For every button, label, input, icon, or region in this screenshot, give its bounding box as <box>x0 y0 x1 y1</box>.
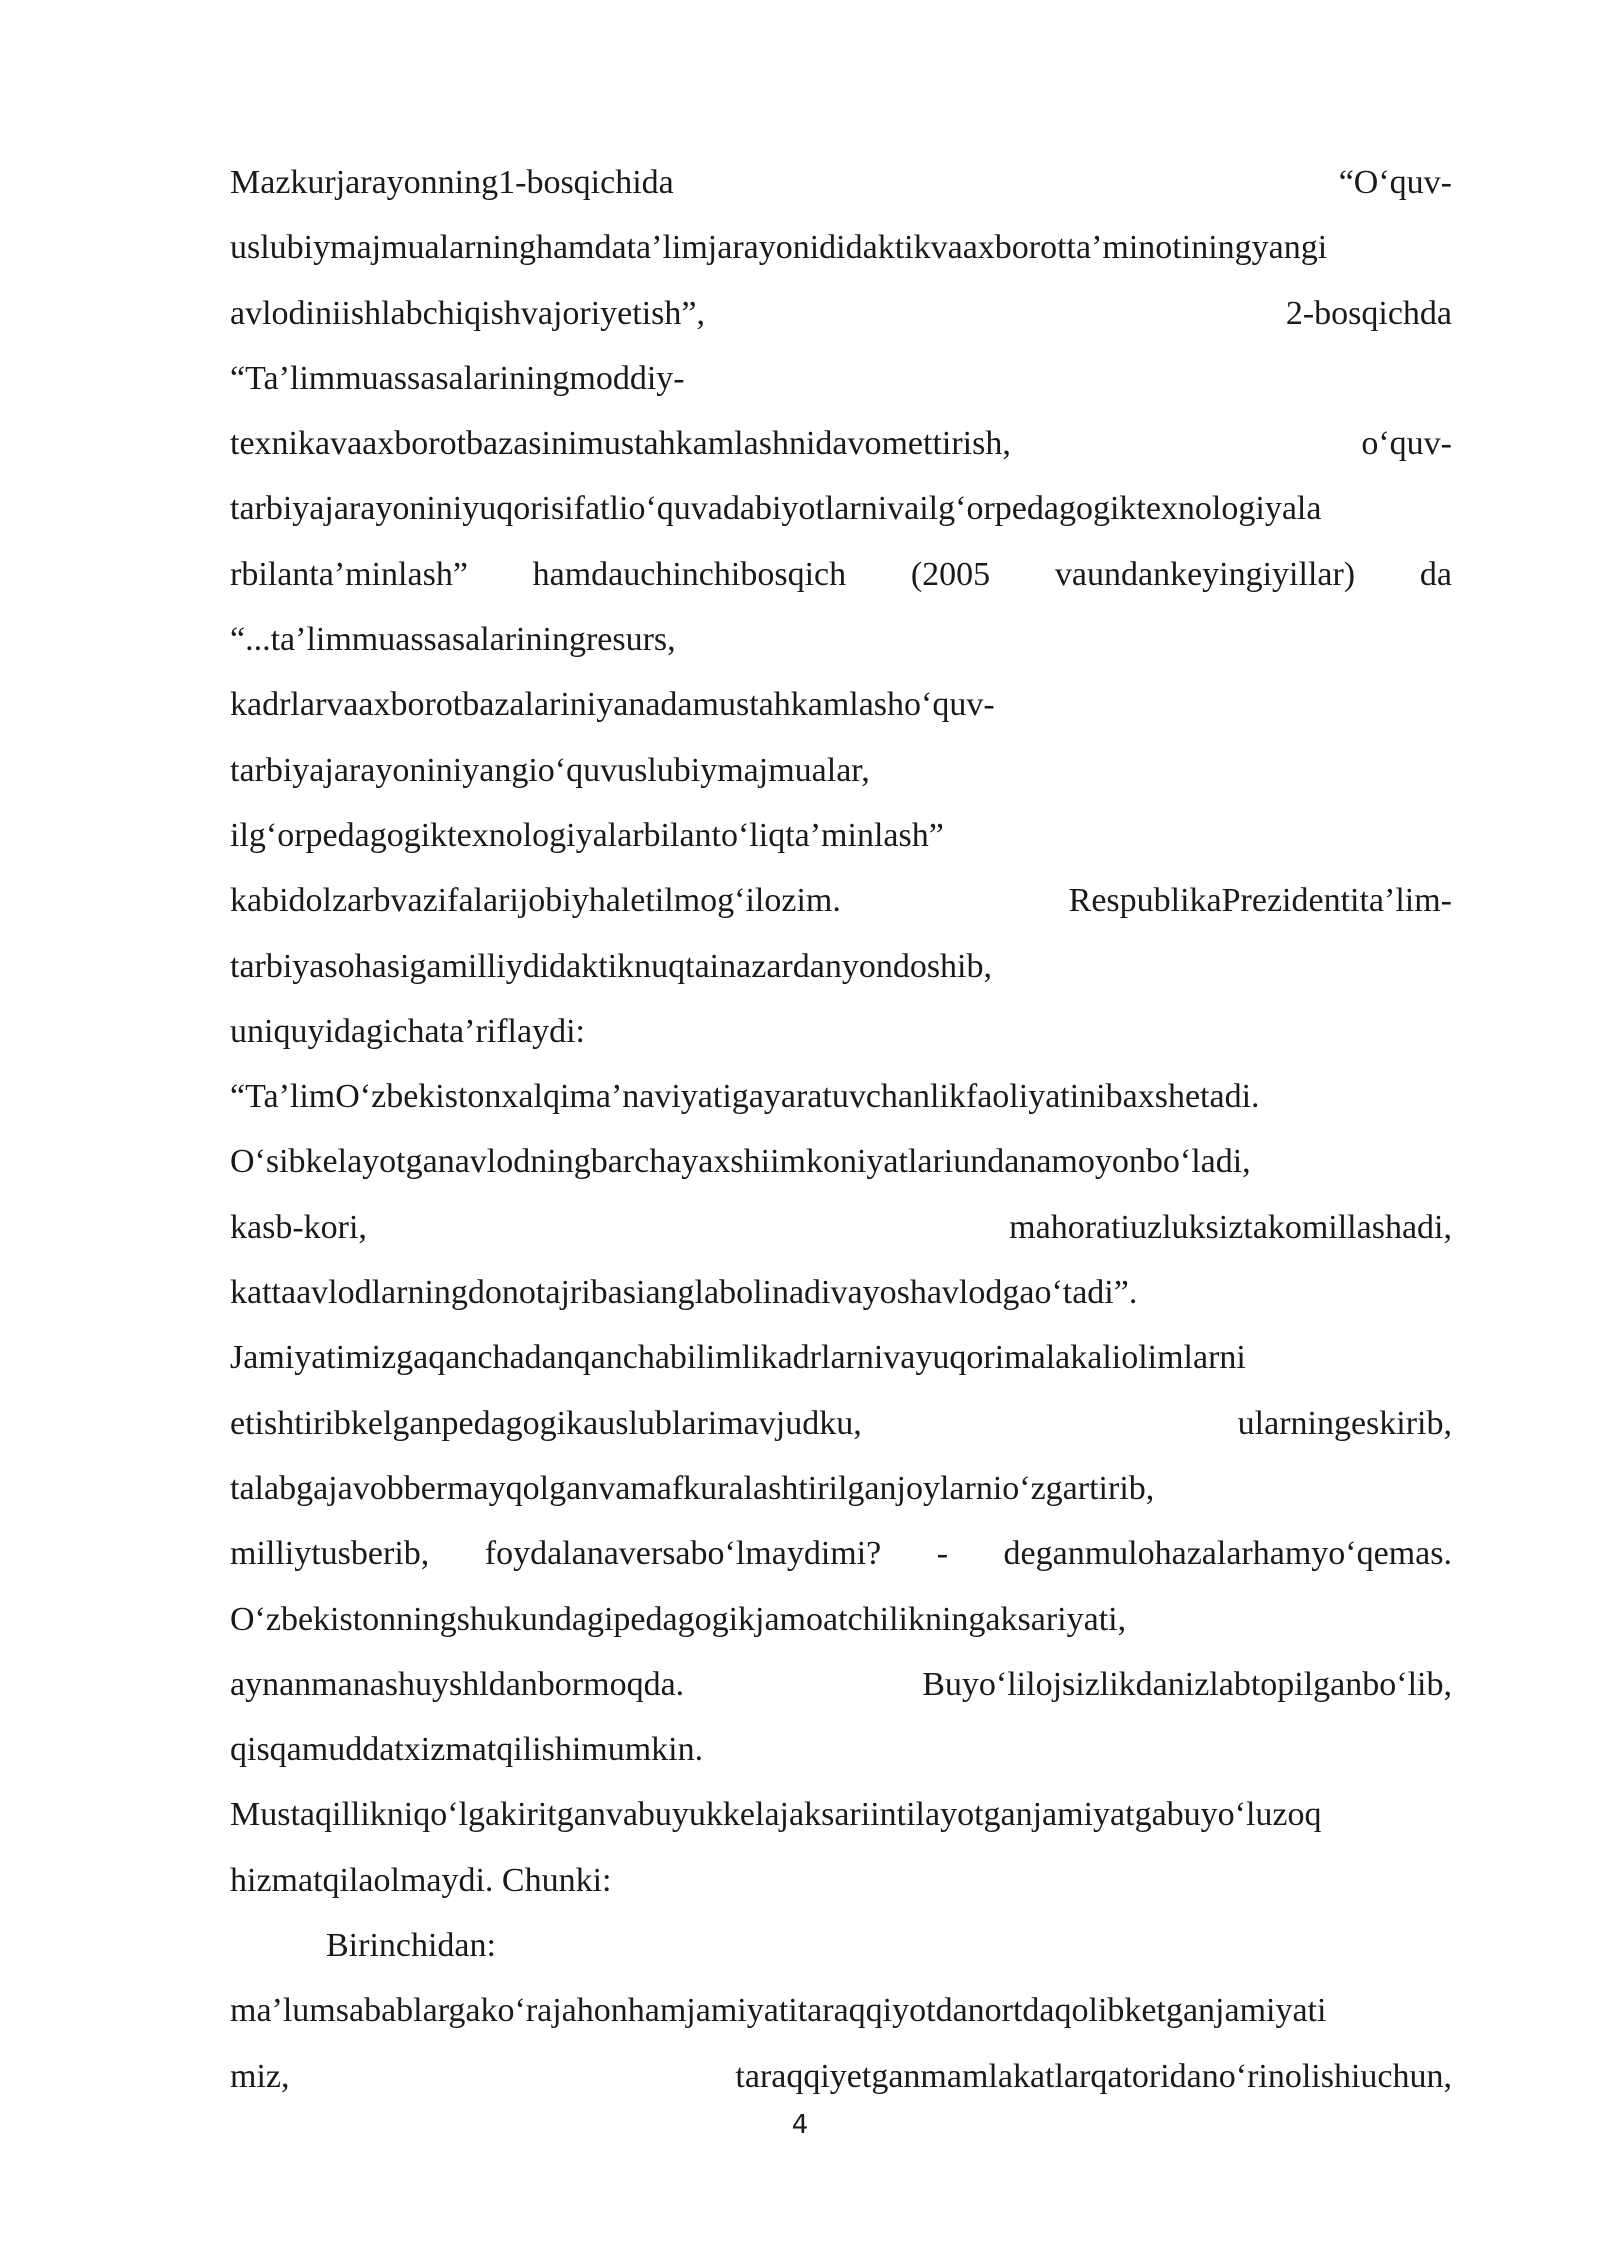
text-line <box>230 999 1452 1064</box>
text-segment: tarbiyasohasigamilliydidaktiknuqtainazardanyondoshib, <box>230 947 992 985</box>
text-segment: talabgajavobbermayqolganvamafkuralashtirilganjoylarnio‘zgartirib, <box>230 1469 1155 1507</box>
text-segment: (2005 <box>910 555 991 593</box>
text-segment: avlodiniishlabchiqishvajoriyetish”, <box>230 294 705 332</box>
body-text <box>230 150 1452 2109</box>
text-segment: “O‘quv- <box>1338 164 1452 201</box>
text-segment: deganmulohazalarhamyo‘qemas. <box>1003 1535 1452 1573</box>
text-segment: Jamiyatimizgaqanchadanqanchabilimlikadrlarnivayuqorimalakaliolimlarni <box>230 1339 1246 1377</box>
text-line <box>230 1129 1452 1194</box>
text-line <box>230 346 1452 411</box>
text-line <box>230 2044 1452 2109</box>
text-segment: kattaavlodlarningdonotajribasianglabolinadivayoshavlodgao‘tadi”. <box>230 1274 1138 1312</box>
text-line <box>230 411 1452 476</box>
text-line <box>230 1456 1452 1521</box>
text-line <box>230 738 1452 803</box>
text-line <box>230 1717 1452 1782</box>
text-line <box>230 476 1452 541</box>
text-line <box>230 150 1452 215</box>
text-segment: ularningeskirib, <box>1237 1404 1452 1442</box>
text-line <box>230 215 1452 280</box>
text-segment: foydalanaversabo‘lmaydimi? <box>484 1535 882 1573</box>
text-segment: “Ta’limmuassasalariningmoddiy- <box>230 359 685 397</box>
text-segment: uniquyidagichata’riflaydi: <box>230 1012 585 1050</box>
text-line <box>230 934 1452 999</box>
text-line <box>230 1260 1452 1325</box>
text-segment: aynanmanashuyshldanbormoqda. <box>230 1665 685 1703</box>
text-line <box>230 1325 1452 1390</box>
text-line <box>230 1195 1452 1260</box>
text-segment: tarbiyajarayoniniyuqorisifatlio‘quvadabiyotlarnivailg‘orpedagogiktexnologiyala <box>230 490 1322 528</box>
text-line <box>230 542 1452 607</box>
text-line <box>230 281 1452 346</box>
text-segment: o‘quv- <box>1361 425 1452 463</box>
text-line <box>230 868 1452 933</box>
text-segment: 2-bosqichda <box>1285 294 1452 332</box>
text-segment: Birinchidan: <box>326 1927 496 1965</box>
text-segment: uslubiymajmualarninghamdata’limjarayonididaktikvaaxborotta’minotiningyangi <box>230 229 1328 267</box>
text-line <box>230 1782 1452 1847</box>
text-segment: vaundankeyingiyillar) <box>1054 555 1356 593</box>
text-segment: kadrlarvaaxborotbazalariniyanadamustahkamlasho‘quv- <box>230 686 995 724</box>
text-segment: “...ta’limmuassasalariningresurs, <box>230 621 676 659</box>
text-line <box>230 607 1452 672</box>
text-segment: taraqqiyetganmamlakatlarqatoridano‘rinolishiuchun, <box>735 2057 1452 2095</box>
text-segment: milliytusberib, <box>230 1535 430 1573</box>
text-segment: hizmatqilaolmaydi. Chunki: <box>230 1861 612 1899</box>
text-line <box>230 1064 1452 1129</box>
text-segment: mahoratiuzluksiztakomillashadi, <box>1009 1208 1452 1246</box>
text-segment: da <box>1419 555 1452 593</box>
text-line <box>230 1652 1452 1717</box>
text-segment: texnikavaaxborotbazasinimustahkamlashnidavomettirish, <box>230 425 1011 463</box>
page-number: 4 <box>791 2110 809 2140</box>
text-line <box>230 803 1452 868</box>
text-line <box>230 1848 1452 1913</box>
text-segment: kabidolzarbvazifalarijobiyhaletilmog‘ilozim. <box>230 882 841 920</box>
text-segment: RespublikaPrezidentita’lim- <box>1068 882 1452 920</box>
text-line <box>230 1521 1452 1586</box>
text-segment: - <box>936 1535 949 1573</box>
text-line <box>230 672 1452 737</box>
text-segment: etishtiribkelganpedagogikauslublarimavjudku, <box>230 1404 862 1442</box>
text-segment: miz, <box>230 2057 290 2095</box>
text-segment: ma’lumsabablargako‘rajahonhamjamiyatitaraqqiyotdanortdaqolibketganjamiyati <box>230 1992 1327 2030</box>
text-segment: hamdauchinchibosqich <box>532 555 847 593</box>
text-line <box>230 1587 1452 1652</box>
text-segment: O‘sibkelayotganavlodningbarchayaxshiimkoniyatlariundanamoyonbo‘ladi, <box>230 1143 1251 1181</box>
text-segment: kasb-kori, <box>230 1208 367 1246</box>
text-segment: “Ta’limO‘zbekistonxalqima’naviyatigayaratuvchanlikfaoliyatinibaxshetadi. <box>230 1078 1260 1116</box>
text-line <box>230 1391 1452 1456</box>
text-line <box>230 1978 1452 2043</box>
text-segment: Buyo‘lilojsizlikdanizlabtopilganbo‘lib, <box>922 1665 1452 1703</box>
text-segment: Mazkurjarayonning1-bosqichida <box>230 164 674 201</box>
text-segment: tarbiyajarayoniniyangio‘quvuslubiymajmualar, <box>230 751 870 789</box>
text-segment: qisqamuddatxizmatqilishimumkin. <box>230 1731 704 1769</box>
text-segment: Mustaqillikniqo‘lgakiritganvabuyukkelajaksariintilayotganjamiyatgabuyo‘luzoq <box>230 1796 1322 1834</box>
text-segment: O‘zbekistonningshukundagipedagogikjamoatchilikningaksariyati, <box>230 1600 1127 1638</box>
text-segment: rbilanta’minlash” <box>230 555 468 593</box>
text-segment: ilg‘orpedagogiktexnologiyalarbilanto‘liqta’minlash” <box>230 816 944 854</box>
text-line <box>230 1913 1452 1978</box>
